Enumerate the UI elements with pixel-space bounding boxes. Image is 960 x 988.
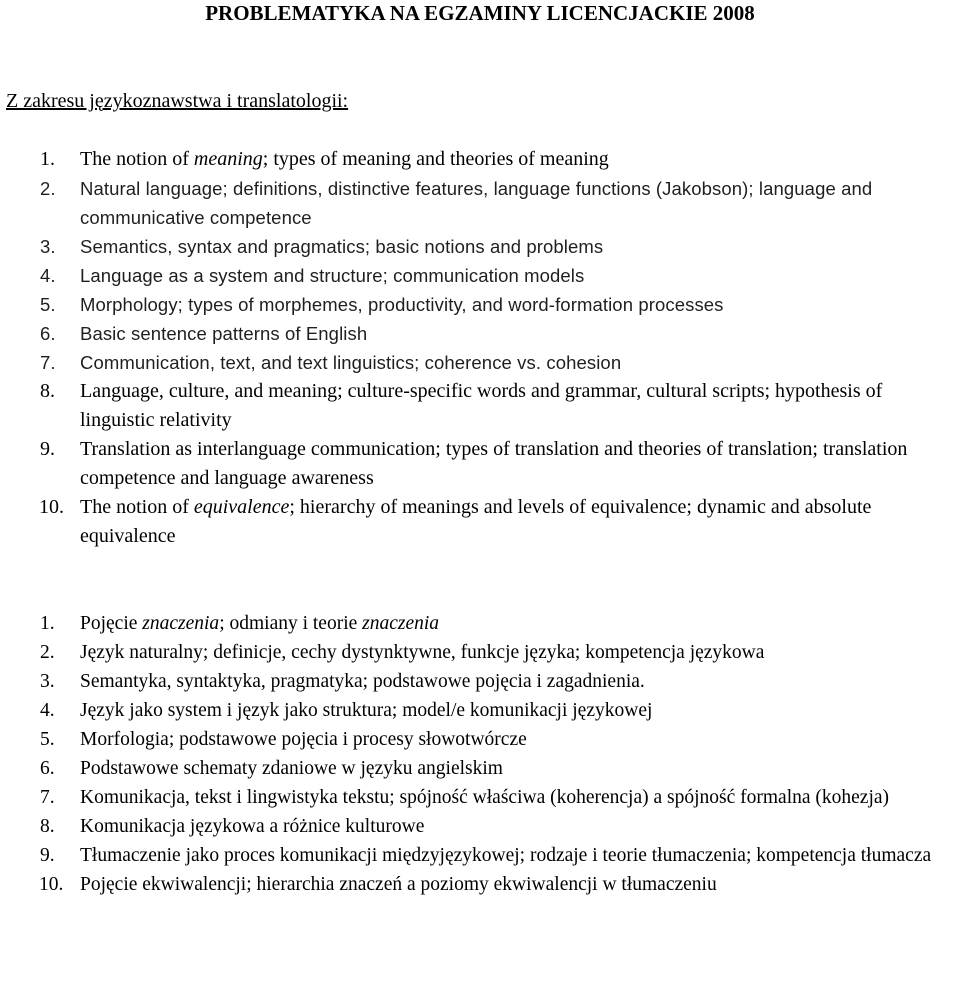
item-number: 8.	[40, 816, 55, 837]
item-text: Communication, text, and text linguistics; coherence vs. cohesion	[80, 352, 622, 373]
item-number: 8.	[40, 380, 55, 402]
item-text-italic: meaning	[193, 148, 263, 170]
item-text: The notion of	[80, 496, 194, 518]
item-number: 4.	[40, 700, 55, 721]
list-item	[40, 609, 952, 638]
item-text: ; hierarchy of meanings and levels of equivalence; dynamic and absolute equivalence	[80, 496, 872, 547]
list-item	[40, 725, 952, 754]
item-number: 5.	[40, 294, 56, 315]
item-text: Komunikacja językowa a różnice kulturowe	[80, 816, 425, 837]
list-item	[40, 232, 952, 261]
document-title: PROBLEMATYKA NA EGZAMINY LICENCJACKIE 2008	[205, 1, 755, 25]
item-number: 4.	[40, 265, 56, 286]
item-number: 5.	[40, 729, 55, 750]
list-item	[40, 783, 952, 812]
list-item	[40, 812, 952, 841]
item-text: Natural language; definitions, distinctive features, language functions (Jakobson); language and communicative competence	[80, 178, 873, 228]
list-item	[40, 348, 952, 377]
item-number: 3.	[40, 236, 56, 257]
item-text-italic: znaczenia	[362, 613, 440, 634]
item-number: 7.	[40, 787, 55, 808]
list-item	[40, 377, 952, 435]
item-text: Semantyka, syntaktyka, pragmatyka; podstawowe pojęcia i zagadnienia.	[80, 671, 645, 692]
list-item	[40, 493, 952, 551]
list-item	[40, 261, 952, 290]
list-item	[40, 174, 952, 232]
item-text: Morphology; types of morphemes, productivity, and word-formation processes	[80, 294, 724, 315]
item-text: Język jako system i język jako struktura; model/e komunikacji językowej	[80, 700, 653, 721]
item-number: 1.	[40, 148, 55, 170]
list-item	[40, 696, 952, 725]
item-number: 2.	[40, 642, 55, 663]
item-number: 1.	[40, 613, 55, 634]
item-text: ; odmiany i teorie	[219, 613, 363, 634]
list-item	[40, 667, 952, 696]
item-number: 2.	[40, 178, 56, 199]
item-number: 10.	[39, 496, 64, 518]
polish-topic-list	[40, 609, 952, 899]
item-text: Komunikacja, tekst i lingwistyka tekstu; spójność właściwa (koherencja) a spójność formalna (kohezja)	[80, 787, 890, 808]
item-number: 7.	[40, 352, 56, 373]
item-number: 9.	[40, 438, 55, 460]
item-number: 6.	[40, 323, 56, 344]
list-item	[40, 145, 952, 174]
item-text: Basic sentence patterns of English	[80, 323, 368, 344]
list-item	[40, 638, 952, 667]
english-topic-list	[40, 145, 952, 551]
item-number: 3.	[40, 671, 55, 692]
item-text: Tłumaczenie jako proces komunikacji międzyjęzykowej; rodzaje i teorie tłumaczenia; kompetencja tłumacza	[80, 845, 932, 866]
item-text: The notion of	[80, 148, 194, 170]
list-item	[40, 435, 952, 493]
item-text: Translation as interlanguage communication; types of translation and theories of translation; translation competence and language awareness	[80, 438, 908, 489]
item-text-italic: znaczenia	[142, 613, 220, 634]
item-text-italic: equivalence	[193, 496, 290, 518]
item-text: Pojęcie ekwiwalencji; hierarchia znaczeń a poziomy ekwiwalencji w tłumaczeniu	[80, 874, 717, 895]
list-item	[40, 870, 952, 899]
section-subtitle: Z zakresu językoznawstwa i translatologii:	[6, 90, 349, 112]
item-number: 10.	[39, 874, 64, 895]
list-item	[40, 290, 952, 319]
item-text: Semantics, syntax and pragmatics; basic notions and problems	[80, 236, 604, 257]
list-item	[40, 754, 952, 783]
item-text: Language as a system and structure; communication models	[80, 265, 585, 286]
item-number: 9.	[40, 845, 55, 866]
item-text: Language, culture, and meaning; culture-specific words and grammar, cultural scripts; hypothesis of linguistic relativity	[80, 380, 883, 431]
list-item	[40, 841, 952, 870]
item-text: Morfologia; podstawowe pojęcia i procesy słowotwórcze	[80, 729, 527, 750]
list-item	[40, 319, 952, 348]
item-number: 6.	[40, 758, 55, 779]
item-text: ; types of meaning and theories of meaning	[262, 148, 609, 170]
item-text: Podstawowe schematy zdaniowe w języku angielskim	[80, 758, 503, 779]
item-text: Język naturalny; definicje, cechy dystynktywne, funkcje języka; kompetencja językowa	[80, 642, 765, 663]
item-text: Pojęcie	[80, 613, 143, 634]
